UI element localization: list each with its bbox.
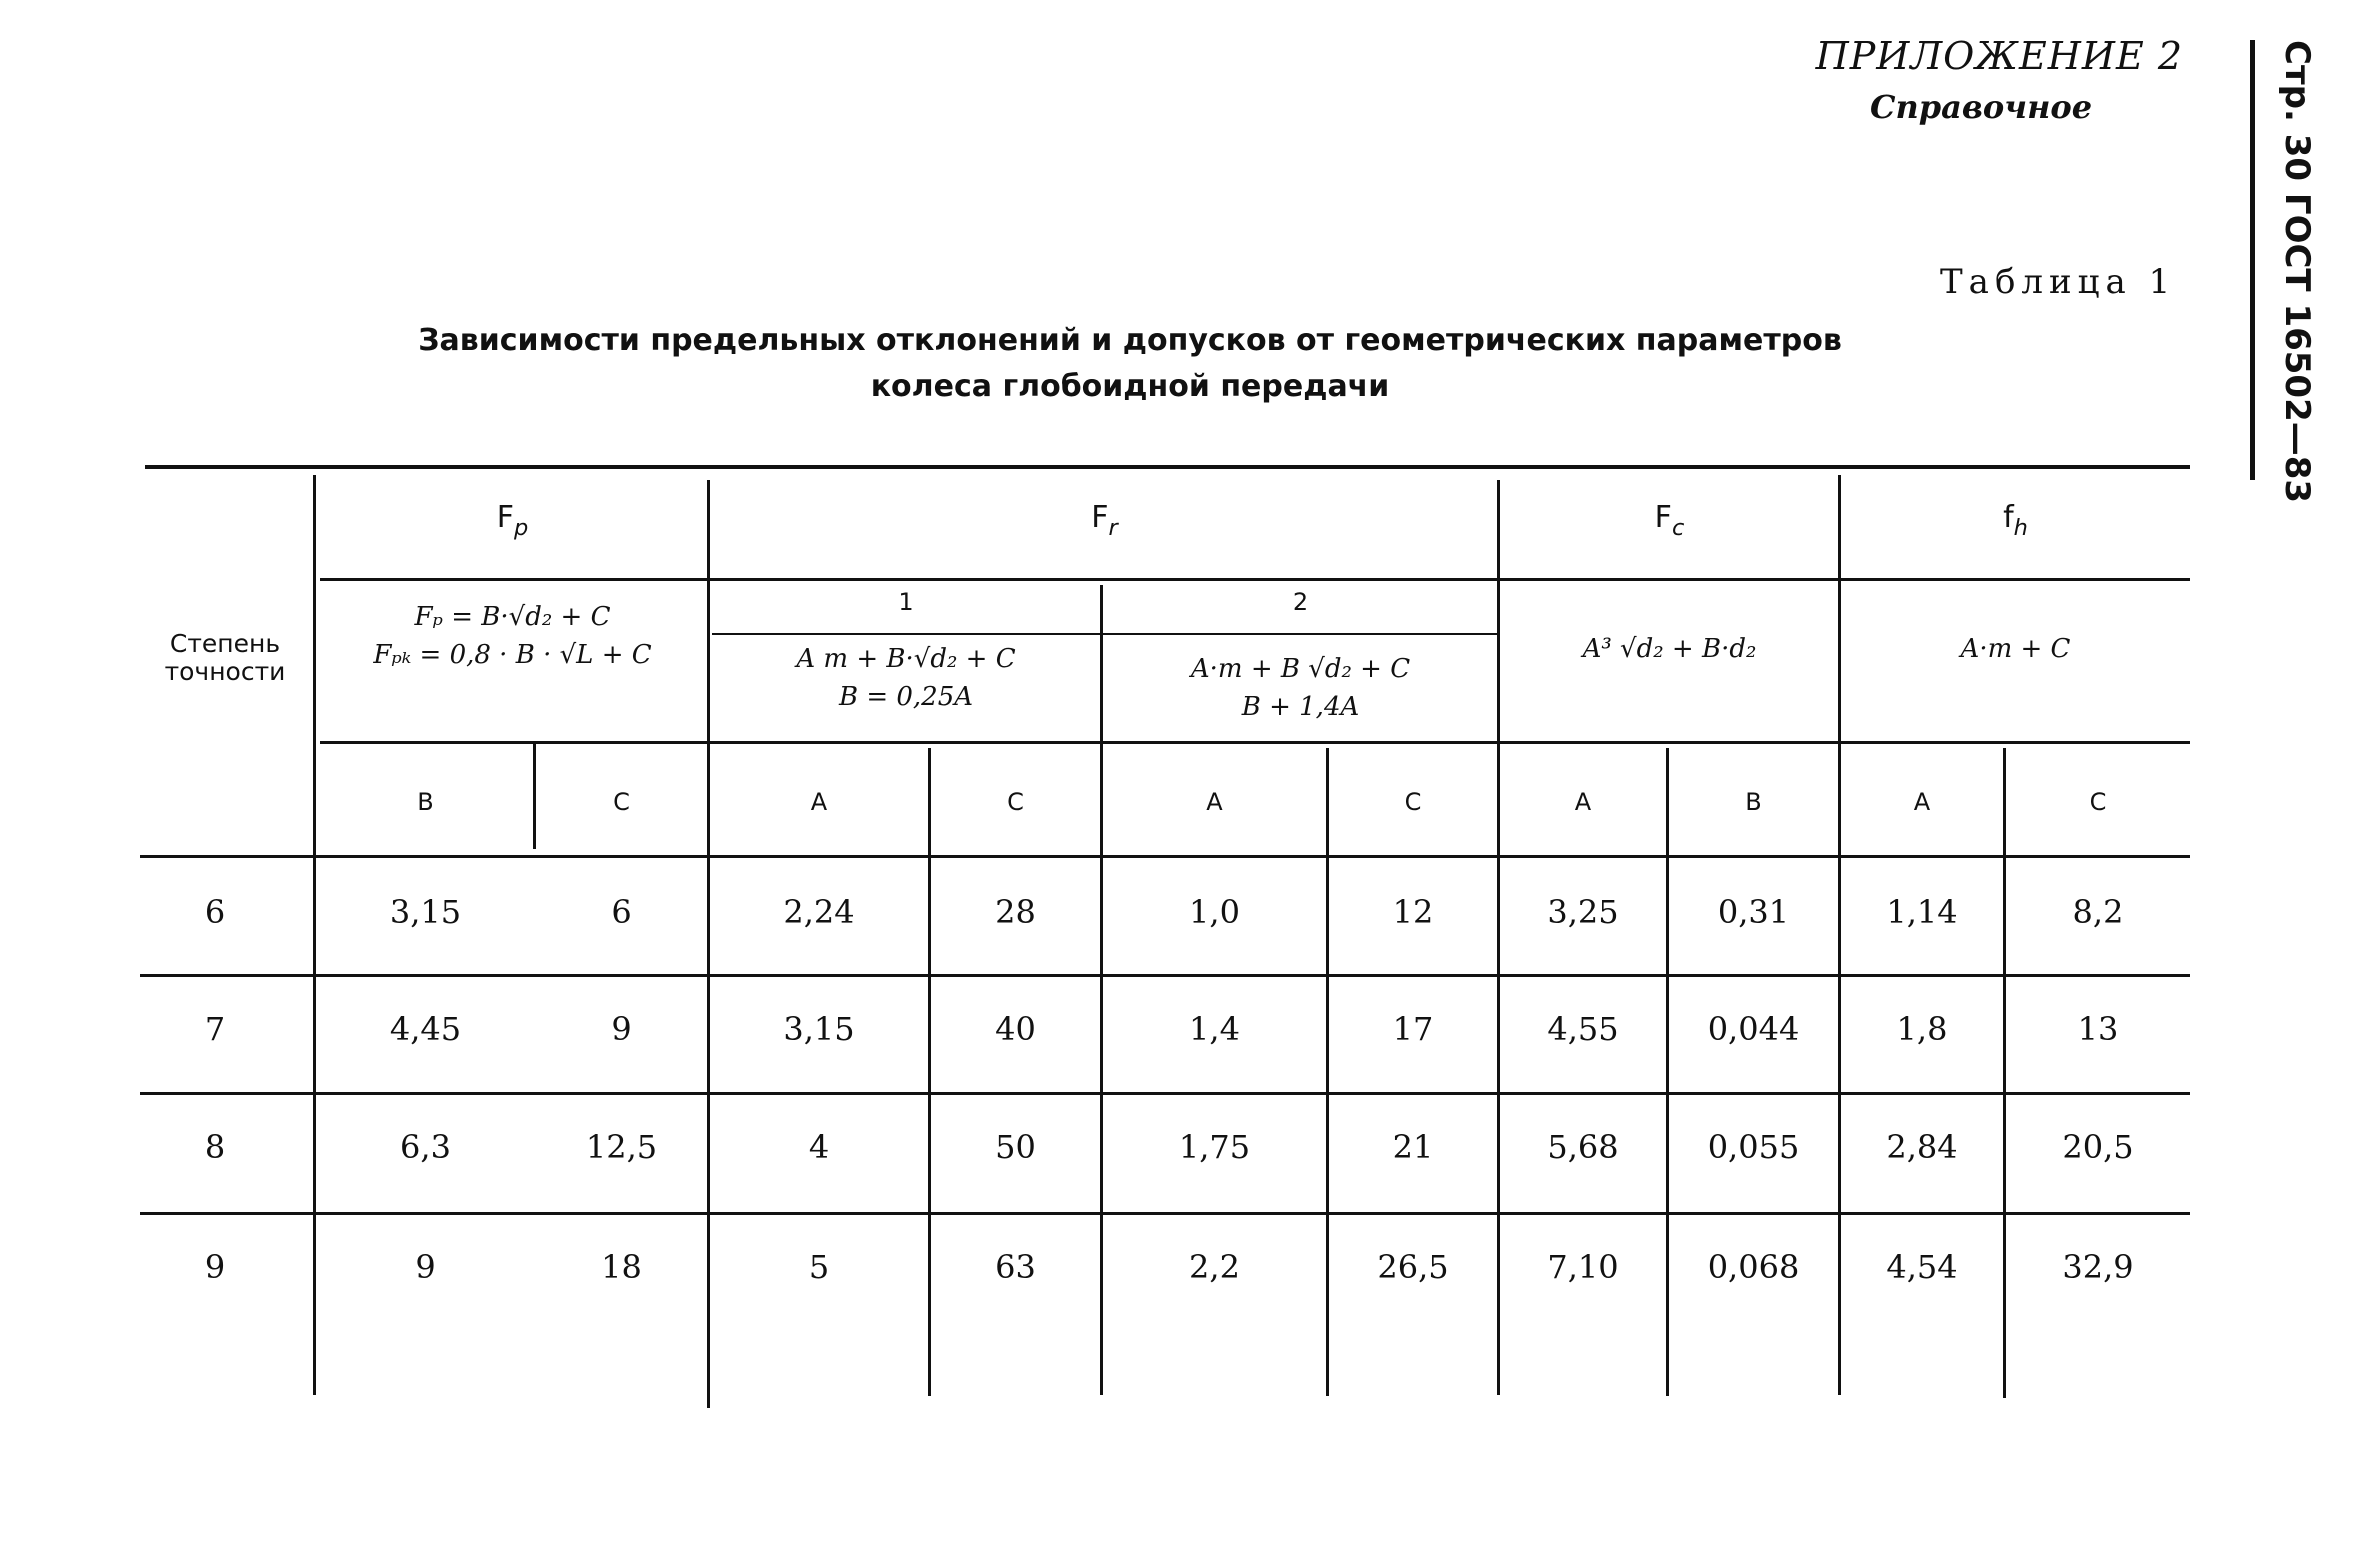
grade-cell: 9 bbox=[204, 1248, 226, 1286]
value-fr1-a: 3,15 bbox=[783, 1010, 855, 1048]
header-rule-2 bbox=[320, 741, 2190, 744]
value-fr2-c: 12 bbox=[1392, 893, 1434, 931]
col-rule-grade bbox=[313, 475, 316, 1395]
formula-fr-case-1 bbox=[712, 640, 1100, 716]
formula-fp bbox=[320, 598, 705, 674]
coef-label-fr1-c: C bbox=[1007, 788, 1024, 816]
value-fr1-c: 50 bbox=[995, 1128, 1036, 1166]
value-fr2-a: 1,4 bbox=[1189, 1010, 1240, 1048]
header-rule-1 bbox=[320, 578, 2190, 581]
grade-cell: 7 bbox=[204, 1010, 226, 1048]
value-fc-a: 5,68 bbox=[1547, 1128, 1619, 1166]
formula-fr-case-1-cond: B = 0,25A bbox=[838, 682, 974, 712]
formula-fr-case-1-expr: A m + B·√d₂ + C bbox=[796, 644, 1016, 674]
value-fr1-c: 28 bbox=[995, 893, 1036, 931]
value-fc-a: 3,25 bbox=[1547, 893, 1619, 931]
value-fr1-c: 63 bbox=[995, 1248, 1036, 1286]
coef-label-fc-a: A bbox=[1574, 788, 1592, 816]
coef-label-fc-b: B bbox=[1745, 788, 1762, 816]
grade-cell: 8 bbox=[204, 1128, 226, 1166]
value-fp-c: 6 bbox=[611, 893, 632, 931]
fr-case-2-label: 2 bbox=[1292, 588, 1309, 616]
value-fp-c: 12,5 bbox=[585, 1128, 658, 1166]
group-header-fr: $F_r$ bbox=[1091, 500, 1118, 541]
value-fp-b: 3,15 bbox=[389, 893, 462, 931]
formula-fr-case-2-cond: B + 1,4A bbox=[1241, 692, 1360, 722]
col-rule-fr1-inner bbox=[928, 748, 931, 1396]
row-rule-1 bbox=[140, 974, 2190, 977]
row-rule-3 bbox=[140, 1212, 2190, 1215]
coef-label-fh-c: C bbox=[2089, 788, 2107, 816]
value-fh-c: 32,9 bbox=[2062, 1248, 2134, 1286]
group-header-fc: $F_c$ bbox=[1654, 500, 1685, 541]
value-fh-c: 13 bbox=[2077, 1010, 2119, 1048]
row-rule-2 bbox=[140, 1092, 2190, 1095]
coef-label-fr2-c: C bbox=[1404, 788, 1422, 816]
value-fc-b: 0,068 bbox=[1707, 1248, 1800, 1286]
table-top-rule bbox=[145, 465, 2190, 469]
value-fh-a: 4,54 bbox=[1886, 1248, 1958, 1286]
value-fr2-a: 1,0 bbox=[1189, 893, 1240, 931]
formula-fp-line-2: Fₚₖ = 0,8 · B · √L + C bbox=[373, 640, 652, 670]
value-fr1-a: 4 bbox=[808, 1128, 830, 1166]
value-fp-c: 18 bbox=[601, 1248, 642, 1286]
coef-label-fr1-a: A bbox=[810, 788, 828, 816]
value-fr2-c: 21 bbox=[1392, 1128, 1434, 1166]
value-fc-b: 0,055 bbox=[1707, 1128, 1800, 1166]
group-header-fh: $f_h$ bbox=[2003, 500, 2028, 541]
coef-label-fp-b: B bbox=[417, 788, 434, 816]
value-fp-b: 6,3 bbox=[400, 1128, 451, 1166]
page-stamp: Стр. 30 ГОСТ 16502—83 bbox=[2250, 40, 2317, 480]
formula-fc: A³ √d₂ + B·d₂ bbox=[1582, 634, 1757, 664]
value-fr1-a: 5 bbox=[808, 1248, 830, 1286]
value-fh-a: 2,84 bbox=[1886, 1128, 1958, 1166]
caption-line-2: колеса глобоидной передачи bbox=[870, 369, 1390, 404]
value-fr2-a: 2,2 bbox=[1189, 1248, 1240, 1286]
formula-fp-line-1: Fₚ = B·√d₂ + C bbox=[414, 602, 611, 632]
fr-case-1-label: 1 bbox=[898, 588, 914, 616]
value-fr1-c: 40 bbox=[995, 1010, 1036, 1048]
grade-cell: 6 bbox=[204, 893, 226, 931]
coef-label-fh-a: A bbox=[1913, 788, 1931, 816]
formula-fh: A·m + C bbox=[1960, 634, 2071, 664]
coef-label-fp-c: C bbox=[613, 788, 630, 816]
col-rule-fh-inner bbox=[2003, 748, 2006, 1398]
appendix-subtitle: Справочное bbox=[1870, 88, 2093, 126]
value-fh-a: 1,8 bbox=[1896, 1010, 1948, 1048]
table-label: Таблица 1 bbox=[1940, 262, 2177, 302]
value-fp-b: 9 bbox=[415, 1248, 436, 1286]
group-header-fp: $F_p$ bbox=[496, 500, 529, 541]
value-fc-b: 0,31 bbox=[1717, 893, 1790, 931]
value-fr2-c: 26,5 bbox=[1377, 1248, 1449, 1286]
value-fh-c: 8,2 bbox=[2072, 893, 2124, 931]
coef-label-fr2-a: A bbox=[1206, 788, 1223, 816]
row-header-grade: Степень точности bbox=[164, 629, 286, 686]
header-bottom-rule bbox=[140, 855, 2190, 858]
value-fc-a: 4,55 bbox=[1547, 1010, 1619, 1048]
value-fr2-c: 17 bbox=[1392, 1010, 1434, 1048]
value-fr2-a: 1,75 bbox=[1178, 1128, 1251, 1166]
value-fr1-a: 2,24 bbox=[783, 893, 855, 931]
formula-fr-case-2 bbox=[1104, 650, 1497, 726]
caption-line-1: Зависимости предельных отклонений и допусков от геометрических параметров bbox=[418, 323, 1842, 358]
header-rule-fr-sub bbox=[712, 633, 1500, 635]
value-fc-b: 0,044 bbox=[1707, 1010, 1800, 1048]
value-fp-b: 4,45 bbox=[389, 1010, 462, 1048]
value-fp-c: 9 bbox=[611, 1010, 632, 1048]
formula-fr-case-2-expr: A·m + B √d₂ + C bbox=[1190, 654, 1411, 684]
value-fh-c: 20,5 bbox=[2062, 1128, 2134, 1166]
value-fc-a: 7,10 bbox=[1547, 1248, 1619, 1286]
value-fh-a: 1,14 bbox=[1886, 893, 1958, 931]
appendix-title: ПРИЛОЖЕНИЕ 2 bbox=[1815, 34, 2183, 78]
col-rule-fc-inner bbox=[1666, 748, 1669, 1396]
col-rule-fr2-inner bbox=[1326, 748, 1329, 1396]
